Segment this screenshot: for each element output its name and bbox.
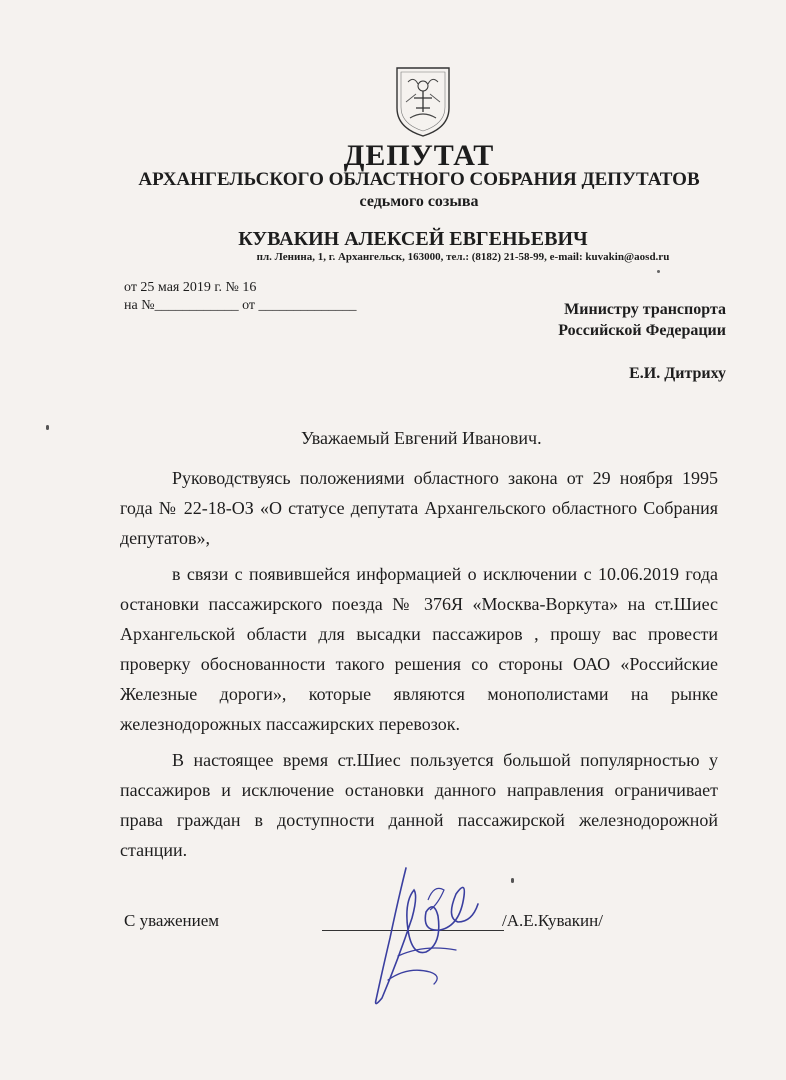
closing-regards: С уважением: [124, 911, 220, 930]
body-paragraph-2: в связи с появившейся информацией о исключении с 10.06.2019 года остановки пассажирского поезда № 376Я «Москва-Воркута» на ст.Шиес Архангельской области для высадки пассажиров , прошу вас провести проверку обоснованности такого решения со стороны ОАО «Российские Железные дороги», которые являются монополистами на рынке железнодорожных пассажирских перевозок.: [120, 564, 718, 734]
salutation: Уважаемый Евгений Иванович.: [301, 428, 542, 448]
addressee-line-1: Министру транспорта: [564, 301, 726, 318]
addressee-line-2: Российской Федерации: [558, 322, 726, 339]
body-paragraph-1: Руководствуясь положениями областного закона от 29 ноября 1995 года № 22-18-ОЗ «О статусе депутата Архангельского областного Собрания депутатов»,: [120, 468, 718, 548]
header-title: ДЕПУТАТ: [343, 139, 495, 172]
scan-speck: [657, 270, 660, 273]
letter-body: [120, 463, 718, 871]
recipient-name: Е.И. Дитриху: [629, 365, 726, 382]
outgoing-reference: от 25 мая 2019 г. № 16: [124, 280, 257, 295]
coat-of-arms-emblem: [392, 62, 454, 138]
scan-speck: [511, 878, 514, 883]
scan-speck: [46, 425, 49, 430]
header-organization: АРХАНГЕЛЬСКОГО ОБЛАСТНОГО СОБРАНИЯ ДЕПУТАТОВ: [138, 169, 700, 190]
signatory-name: /А.Е.Кувакин/: [502, 911, 603, 930]
handwritten-signature: [368, 860, 488, 1010]
deputy-name: КУВАКИН АЛЕКСЕЙ ЕВГЕНЬЕВИЧ: [238, 228, 588, 250]
incoming-reference: на №____________ от ______________: [124, 298, 357, 313]
addressee-block: [558, 299, 726, 341]
body-paragraph-3: В настоящее время ст.Шиес пользуется большой популярностью у пассажиров и исключение остановки данного направления ограничивает права граждан в доступности данной пассажирской железнодорожной станции.: [120, 750, 718, 860]
header-convocation: седьмого созыва: [359, 193, 479, 210]
contact-address: пл. Ленина, 1, г. Архангельск, 163000, тел.: (8182) 21-58-99, e-mail: kuvakin@aosd.ru: [256, 251, 670, 263]
